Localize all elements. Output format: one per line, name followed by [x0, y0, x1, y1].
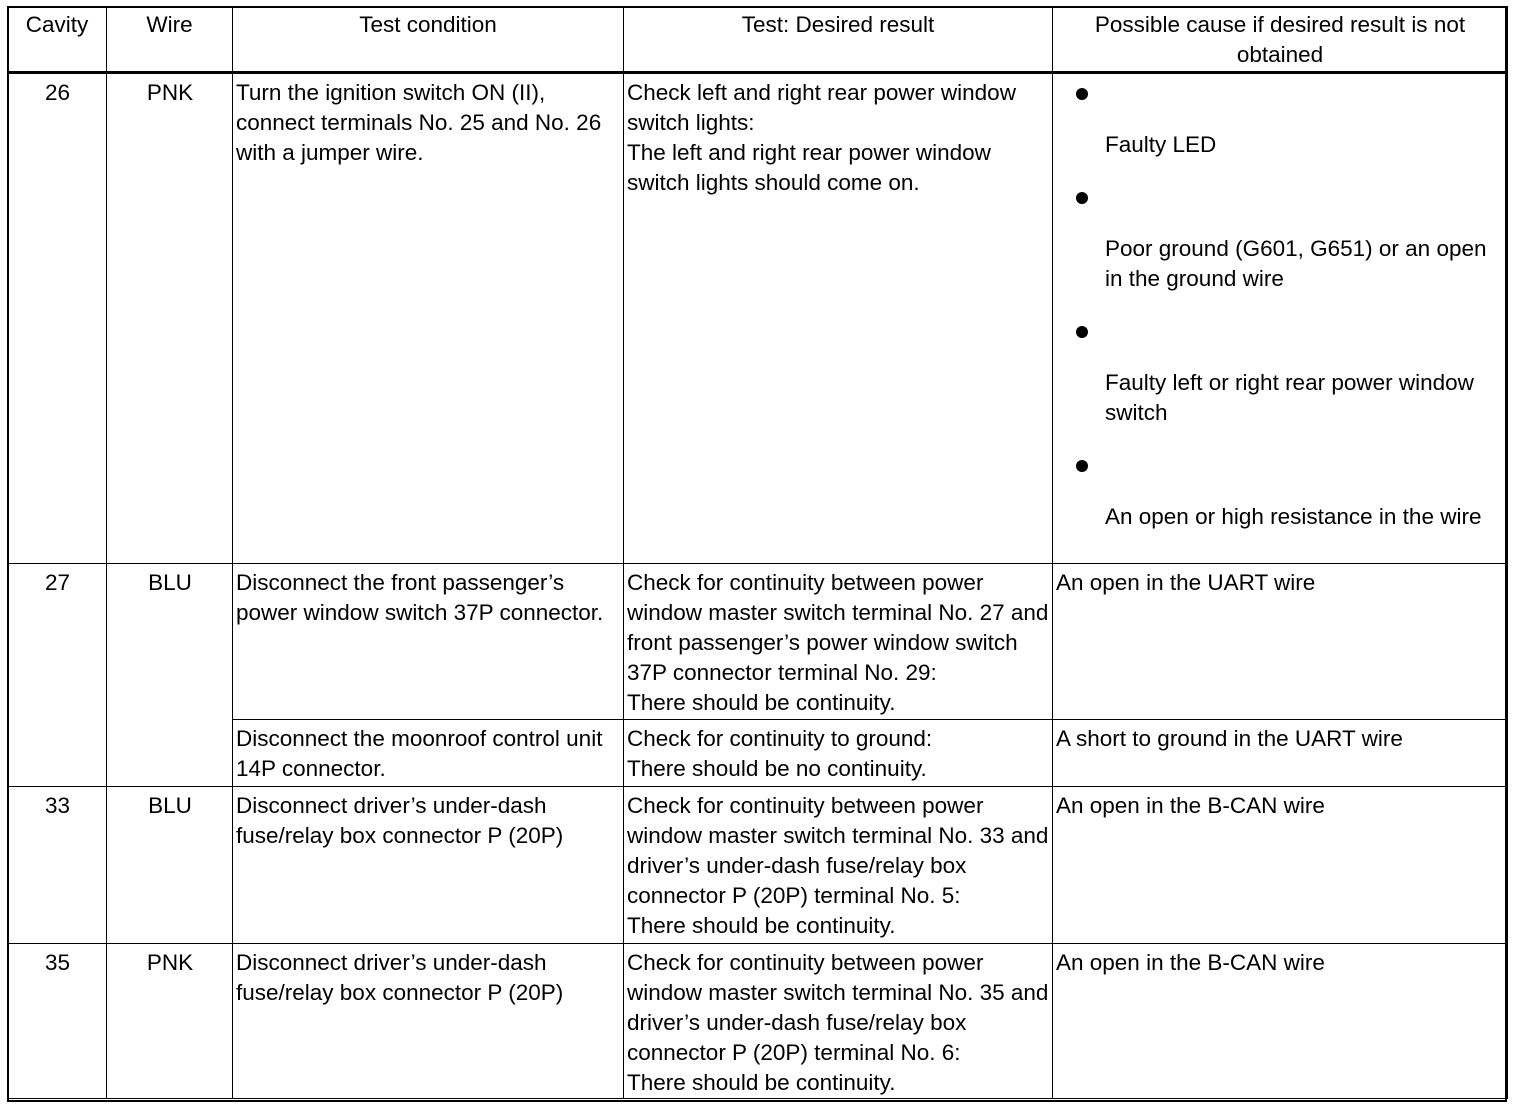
result-cell: [624, 564, 1053, 720]
result-expected: There should be no continuity.: [627, 756, 927, 781]
table-row: [8, 787, 1508, 944]
result-check: Check for continuity between power window master switch terminal No. 33 and driver’s under-dash fuse/relay box connector P (20P) terminal No. 5:: [627, 793, 1049, 908]
cause-item: [1056, 88, 1505, 160]
result-expected: There should be continuity.: [627, 690, 896, 715]
diagnostic-table: [7, 6, 1508, 1099]
result-cell: [624, 787, 1053, 944]
cause-cell: An open in the UART wire: [1053, 564, 1508, 720]
cause-item: [1056, 192, 1505, 294]
result-check: Check for continuity between power window master switch terminal No. 35 and driver’s under-dash fuse/relay box connector P (20P) terminal No. 6:: [627, 950, 1049, 1065]
bullet-icon: [1076, 326, 1088, 338]
wire-cell: BLU: [107, 787, 233, 944]
result-check: Check for continuity to ground:: [627, 726, 933, 751]
table-row: [8, 720, 1508, 787]
cause-cell: An open in the B-CAN wire: [1053, 787, 1508, 944]
condition-cell: Disconnect driver’s under-dash fuse/relay box connector P (20P): [233, 787, 624, 944]
cause-item: [1056, 326, 1505, 428]
table-row: [8, 944, 1508, 1099]
condition-cell: Turn the ignition switch ON (II), connect terminals No. 25 and No. 26 with a jumper wire.: [233, 73, 624, 564]
cavity-cell: 35: [8, 944, 107, 1099]
result-cell: [624, 720, 1053, 787]
result-cell: [624, 73, 1053, 564]
cause-cell: An open in the B-CAN wire: [1053, 944, 1508, 1099]
cause-cell: A short to ground in the UART wire: [1053, 720, 1508, 787]
wire-cell: PNK: [107, 73, 233, 564]
header-possible-cause: Possible cause if desired result is not obtained: [1053, 7, 1508, 73]
cause-list: [1056, 88, 1505, 532]
cause-text: An open or high resistance in the wire: [1105, 504, 1482, 529]
bullet-icon: [1076, 88, 1088, 100]
cavity-cell: 33: [8, 787, 107, 944]
header-cavity: Cavity: [8, 7, 107, 73]
bullet-icon: [1076, 460, 1088, 472]
table-row: [8, 73, 1508, 564]
cause-cell: [1053, 73, 1508, 564]
bullet-icon: [1076, 192, 1088, 204]
condition-cell: Disconnect driver’s under-dash fuse/relay box connector P (20P): [233, 944, 624, 1099]
header-wire: Wire: [107, 7, 233, 73]
header-test-condition: Test condition: [233, 7, 624, 73]
condition-cell: Disconnect the moonroof control unit 14P connector.: [233, 720, 624, 787]
result-check: Check for continuity between power window master switch terminal No. 27 and front passenger’s power window switch 37P connector terminal No. 29:: [627, 570, 1049, 685]
cause-text: Poor ground (G601, G651) or an open in the ground wire: [1105, 236, 1487, 291]
result-expected: There should be continuity.: [627, 913, 896, 938]
header-row: [8, 7, 1508, 73]
condition-cell: Disconnect the front passenger’s power window switch 37P connector.: [233, 564, 624, 720]
cause-item: [1056, 460, 1505, 532]
result-cell: [624, 944, 1053, 1099]
result-expected: There should be continuity.: [627, 1070, 896, 1095]
cavity-cell: 27: [8, 564, 107, 787]
wire-cell: BLU: [107, 564, 233, 787]
header-desired-result: Test: Desired result: [624, 7, 1053, 73]
cause-text: Faulty LED: [1105, 132, 1217, 157]
table-row: [8, 564, 1508, 720]
cause-text: Faulty left or right rear power window switch: [1105, 370, 1474, 425]
cavity-cell: 26: [8, 73, 107, 564]
result-check: Check left and right rear power window switch lights:: [627, 80, 1016, 135]
result-expected: The left and right rear power window switch lights should come on.: [627, 140, 991, 195]
wire-cell: PNK: [107, 944, 233, 1099]
